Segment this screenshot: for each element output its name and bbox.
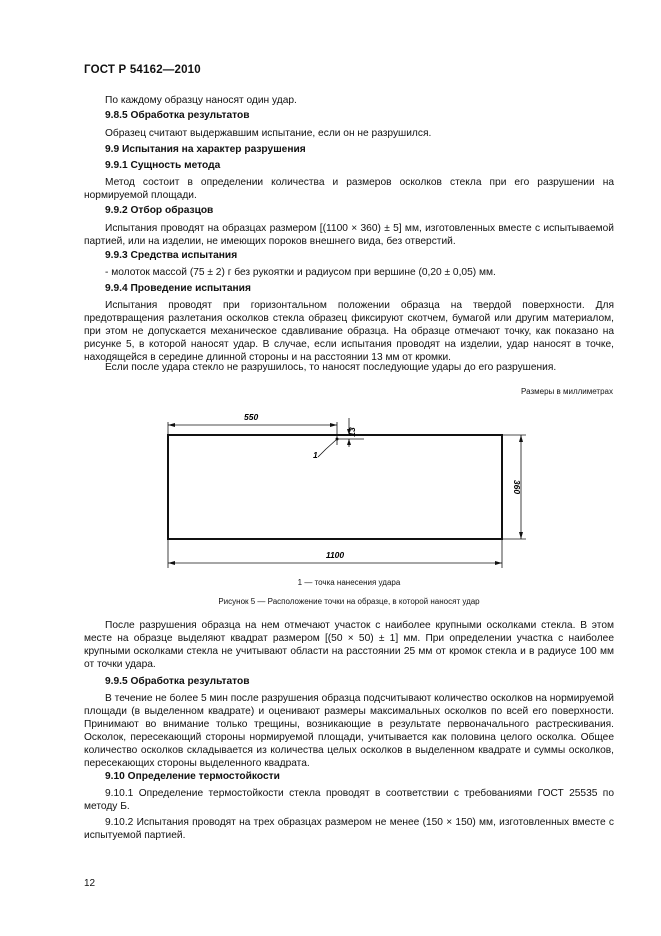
arrow-360-bottom [519,532,523,539]
dimensions-note: Размеры в миллиметрах [521,387,613,396]
heading-9-10: 9.10 Определение термостойкости [105,771,280,782]
paragraph-9-9-4a: Испытания проводят при горизонтальном положении образца на твердой поверхности. Для предотвращения разлетания осколков стекла образец фиксируют скотчем, бумагой или другим материалом, при этом не допускается механическое сдавливание образца. На образце отмечают точку, как показано на рисунке 5, в которой наносят удар. В случае, если испытания проводят на изделии, удар наносят в точке, находящейся в середине длинной стороны и на расстоянии 13 мм от кромки. [84,300,614,363]
page-number: 12 [84,878,96,889]
paragraph-one-impact: По каждому образцу наносят один удар. [105,95,297,106]
specimen-rectangle [168,435,502,539]
heading-9-9-1: 9.9.1 Сущность метода [105,160,221,171]
paragraph-9-10-1: 9.10.1 Определение термостойкости стекла проводят в соответствии с требованиями ГОСТ 25535 по методу Б. [84,788,614,812]
arrow-1100-left [168,561,175,565]
dim-label-550: 550 [244,412,259,422]
impact-point [336,438,339,441]
dim-label-1100: 1100 [325,550,345,560]
paragraph-9-9-1: Метод состоит в определении количества и размеров осколков стекла при его разрушении на нормируемой площади. [84,177,614,201]
heading-9-9-2: 9.9.2 Отбор образцов [105,205,214,216]
figure-label-1: 1 [313,450,318,460]
paragraph-9-9-5: В течение не более 5 мин после разрушения образца подсчитывают количество осколков на нормируемой площади (в выделенном квадрате) и оценивают размеры максимальных осколков по всей его поверхности. Принимают во внимание только трещины, возникающие в результате первоначального растрескивания. Осколок, пересекающий стороны нормируемой площади, учитывается как половина целого осколка. Общее количество осколков складывается из количества целых осколков в выделенном квадрате и суммы осколков, пересекающих стороны выделенного квадрата. [84,693,614,769]
dim-label-13: 13 [347,427,357,437]
figure-caption: Рисунок 5 — Расположение точки на образце, в которой наносят удар [218,597,480,606]
paragraph-9-9-4b: Если после удара стекло не разрушилось, то наносят последующие удары до его разрушения. [105,362,557,373]
arrow-360-top [519,435,523,442]
heading-9-8-5: 9.8.5 Обработка результатов [105,110,250,121]
heading-9-9-3: 9.9.3 Средства испытания [105,250,238,261]
paragraph-9-9-3: - молоток массой (75 ± 2) г без рукоятки и радиусом при вершине (0,20 ± 0,05) мм. [105,267,496,278]
paragraph-9-10-2: 9.10.2 Испытания проводят на трех образцах размером не менее (150 × 150) мм, изготовленных вместе с испытуемой партией. [84,817,614,841]
paragraph-9-8-5: Образец считают выдержавшим испытание, если он не разрушился. [105,128,432,139]
arrow-1100-right [495,561,502,565]
heading-9-9-4: 9.9.4 Проведение испытания [105,283,251,294]
heading-9-9-5: 9.9.5 Обработка результатов [105,676,250,687]
paragraph-after-figure: После разрушения образца на нем отмечают участок с наиболее крупными осколками стекла. В этом месте на образце выделяют квадрат размером [(50 × 50) ± 1] мм. При определении участка с наиболее крупными осколками стекла не учитывают области на расстоянии 25 мм от кромок стекла и в радиусе 100 мм от точки удара. [84,620,614,670]
arrow-550-right [330,423,337,427]
arrow-550-left [168,423,175,427]
paragraph-9-9-2: Испытания проводят на образцах размером [(1100 × 360) ± 5] мм, изготовленных вместе с испытываемой партией, или на изделии, не имеющих пороков внешнего вида, без отверстий. [84,223,614,247]
dim-label-360: 360 [512,479,522,495]
heading-9-9: 9.9 Испытания на характер разрушения [105,144,306,155]
arrow-13-bottom [347,439,351,445]
document-header: ГОСТ Р 54162—2010 [84,64,201,76]
leader-line-1 [318,440,336,457]
figure-legend: 1 — точка нанесения удара [297,578,401,587]
